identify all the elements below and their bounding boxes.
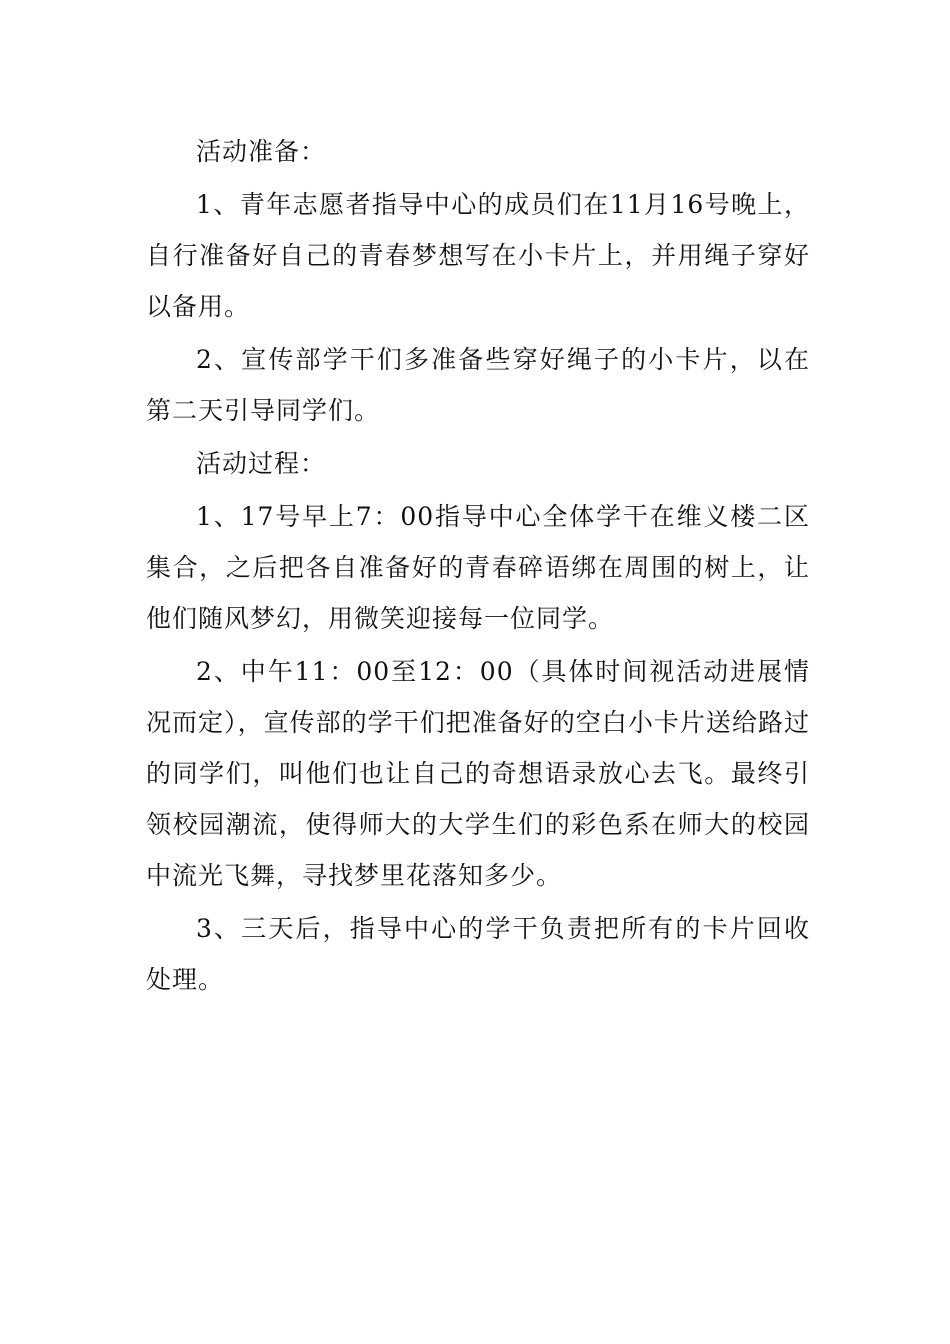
preparation-item-2: 2、宣传部学干们多准备些穿好绳子的小卡片，以在第二天引导同学们。 <box>146 345 810 425</box>
preparation-item-1: 1、青年志愿者指导中心的成员们在11月16号晚上，自行准备好自己的青春梦想写在小卡片上，并用绳子穿好以备用。 <box>146 190 810 321</box>
process-item-3: 3、三天后，指导中心的学干负责把所有的卡片回收处理。 <box>146 914 810 994</box>
document-body <box>146 126 810 1007</box>
heading-process: 活动过程： <box>196 449 327 478</box>
process-item-2: 2、中午11：00至12：00（具体时间视活动进展情况而定），宣传部的学干们把准备好的空白小卡片送给路过的同学们，叫他们也让自己的奇想语录放心去飞。最终引领校园潮流，使得师大的大学生们的彩色系在师大的校园中流光飞舞，寻找梦里花落知多少。 <box>146 657 810 890</box>
process-item-1: 1、17号早上7：00指导中心全体学干在维义楼二区集合，之后把各自准备好的青春碎语绑在周围的树上，让他们随风梦幻，用微笑迎接每一位同学。 <box>146 502 810 633</box>
heading-preparation: 活动准备： <box>196 137 327 166</box>
